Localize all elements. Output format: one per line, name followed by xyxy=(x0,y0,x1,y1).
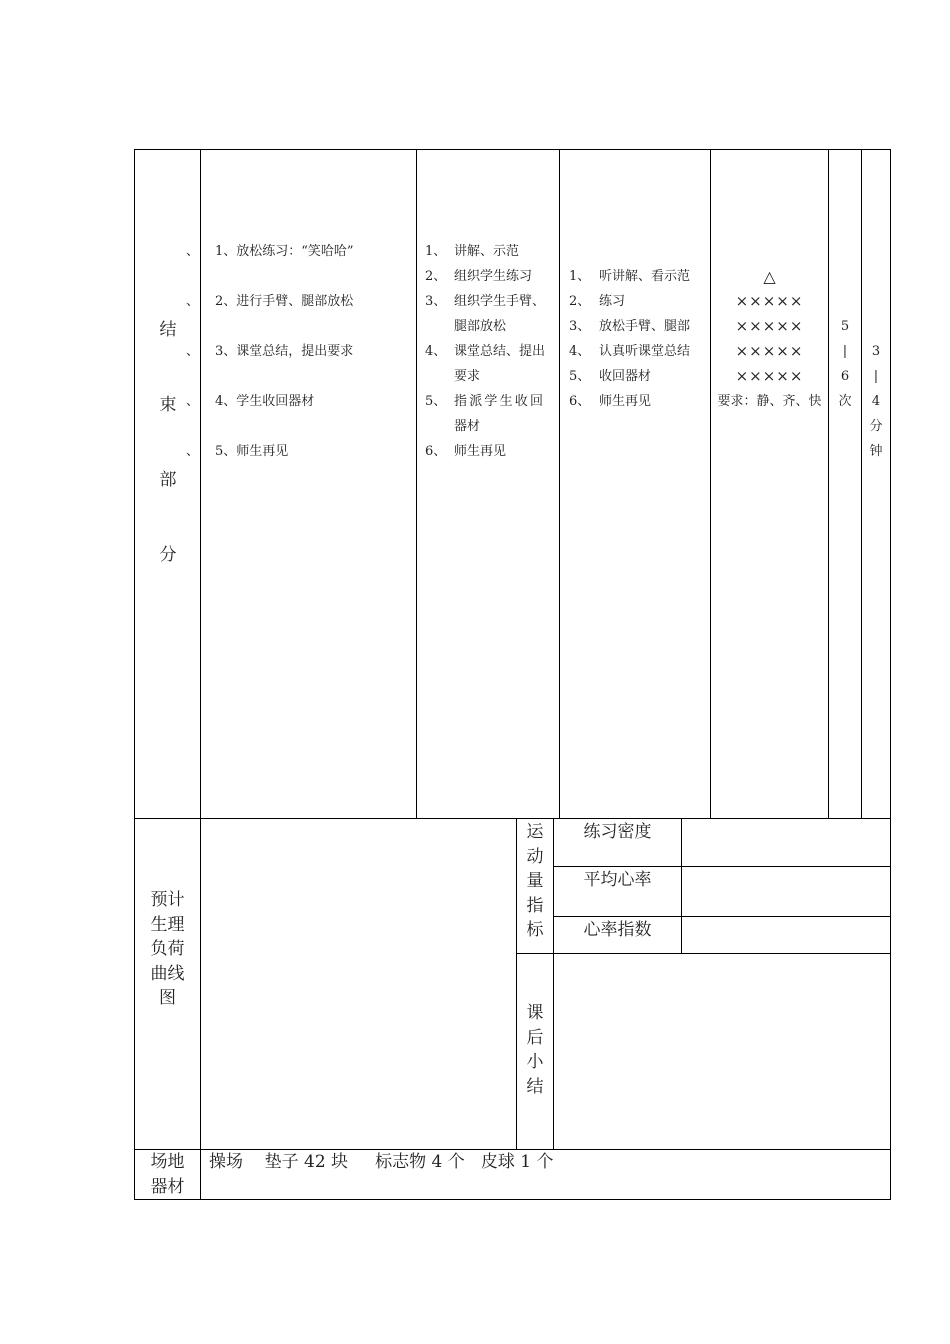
indicator-average-heart-rate-label: 平均心率 xyxy=(583,870,652,890)
list-item: 4、学生收回器材 xyxy=(215,394,315,409)
list-item: 4、 认真听课堂总结 xyxy=(569,344,691,359)
list-item: 6、 师生再见 xyxy=(569,394,652,409)
student-row: ××××× xyxy=(735,342,804,360)
list-item: 2、 组织学生练习 xyxy=(425,269,533,284)
indicator-practice-density-label: 练习密度 xyxy=(583,822,652,842)
exercise-indicator-label: 运 动 量 指 标 xyxy=(526,822,544,940)
column-divider-student xyxy=(710,149,711,819)
formation-requirement: 要求：静、齐、快 xyxy=(717,394,822,409)
side-marks: 、 、 、 、 、 xyxy=(186,244,200,459)
list-item: 5、 指派学生收回 器材 xyxy=(425,394,546,434)
summary-area xyxy=(554,954,890,1149)
indicator-row-1-border xyxy=(553,866,891,867)
load-curve-label: 预计 生理 负荷 曲线 图 xyxy=(150,890,185,1008)
equipment-value: 操场 垫子 42 块 标志物 4 个 皮球 1 个 xyxy=(209,1152,554,1172)
indicator-row-2-border xyxy=(553,916,891,917)
teacher-triangle-icon: △ xyxy=(763,267,776,286)
times-value: 5 | 6 次 xyxy=(838,319,852,409)
table-bottom-border xyxy=(134,1199,891,1200)
summary-label: 课 后 小 结 xyxy=(526,1003,544,1097)
teaching-content-list xyxy=(215,239,413,489)
student-row: ××××× xyxy=(735,292,804,310)
column-divider-times xyxy=(861,149,862,819)
table-left-border xyxy=(134,149,135,1200)
column-divider-content xyxy=(416,149,417,819)
list-item: 1、 讲解、示范 xyxy=(425,244,520,259)
indicator-value-divider xyxy=(681,818,682,954)
equipment-label: 场地 器材 xyxy=(150,1152,185,1197)
list-item: 2、进行手臂、腿部放松 xyxy=(215,294,354,309)
student-row: ××××× xyxy=(735,367,804,385)
teacher-activity-list xyxy=(425,239,553,464)
section-label: 结 束 部 分 xyxy=(159,320,177,565)
duration-value: 3 | 4 分 钟 xyxy=(869,344,883,459)
list-item: 2、 练习 xyxy=(569,294,626,309)
list-item: 6、 师生再见 xyxy=(425,444,507,459)
indicator-heart-rate-index-label: 心率指数 xyxy=(583,920,652,940)
student-activity-list xyxy=(569,264,707,414)
formation-diagram xyxy=(711,264,828,414)
list-item: 3、 放松手臂、腿部 xyxy=(569,319,691,334)
column-divider-teacher xyxy=(559,149,560,819)
list-item: 3、 组织学生手臂、 腿部放松 xyxy=(425,294,546,334)
table-right-border xyxy=(890,149,891,1200)
list-item: 1、 听讲解、看示范 xyxy=(569,269,691,284)
load-curve-area xyxy=(201,819,516,1149)
list-item: 1、放松练习：“笑哈哈” xyxy=(215,244,354,259)
list-item: 5、 收回器材 xyxy=(569,369,652,384)
table-top-border xyxy=(134,149,891,150)
list-item: 4、 课堂总结、提出 要求 xyxy=(425,344,546,384)
list-item: 5、师生再见 xyxy=(215,444,289,459)
column-divider-formation xyxy=(828,149,829,819)
list-item: 3、课堂总结，提出要求 xyxy=(215,344,354,359)
student-row: ××××× xyxy=(735,317,804,335)
